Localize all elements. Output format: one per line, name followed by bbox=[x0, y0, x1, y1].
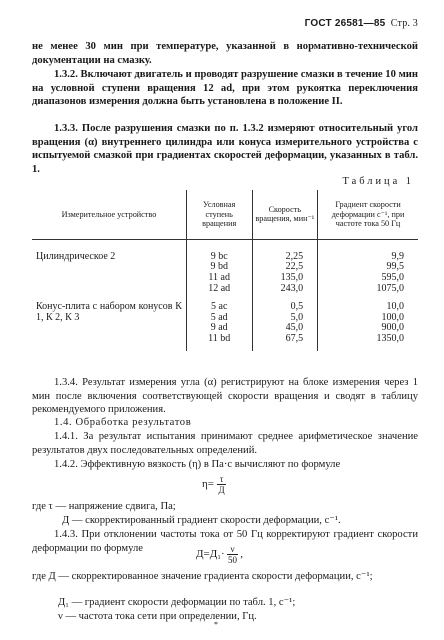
step-cell: 9 bd bbox=[210, 261, 228, 273]
formula-lhs: Д=Д₁· bbox=[196, 548, 225, 561]
device-cell: Цилиндрическое 2 bbox=[36, 250, 116, 262]
formula-tail: , bbox=[240, 548, 244, 561]
section-heading-1-4: 1.4. Обработка результатов bbox=[54, 417, 192, 428]
gradient-formula bbox=[196, 544, 243, 565]
speed-cell: 45,0 bbox=[285, 322, 304, 334]
formula-numerator: τ bbox=[217, 474, 227, 485]
col-header-step: Условная ступень вращения bbox=[186, 190, 252, 239]
definition-tau: где τ — напряжение сдвига, Па; bbox=[32, 501, 176, 512]
paragraph-1-3-3: 1.3.3. После разрушения смазки по п. 1.3.2 измеряют относительный угол вращения (α) внутреннего цилиндра или конуса измерительного устройства с испытуемой смазкой при градиентах скоростей деформации, указанных в табл. 1. bbox=[32, 123, 418, 175]
gradient-cell: 9,9 bbox=[391, 250, 404, 262]
step-cell: 12 ad bbox=[208, 282, 231, 294]
speed-cell: 22,5 bbox=[285, 261, 304, 273]
definition-d-corrected: где Д — скорректированное значение градиента скорости деформации, с⁻¹; bbox=[32, 571, 373, 582]
paragraph-1-4-1: 1.4.1. За результат испытания принимают среднее арифметическое значение результатов двух последовательных определений. bbox=[32, 431, 418, 456]
gradient-cell: 10,0 bbox=[386, 301, 404, 313]
speed-cell: 67,5 bbox=[285, 332, 304, 344]
col-header-gradient: Градиент скорости деформации с⁻¹, при частоте тока 50 Гц bbox=[318, 190, 418, 239]
step-cell: 9 ad bbox=[210, 322, 228, 334]
step-cell: 5 ac bbox=[211, 301, 228, 313]
paragraph-1-3-4: 1.3.4. Результат измерения угла (α) регистрируют на блоке измерения через 1 мин после включения соответствующей скорости вращения и сводят в таблицу рекомендуемого приложения. bbox=[32, 377, 418, 416]
step-cell: 11 bd bbox=[208, 332, 231, 344]
col-header-speed: Скорость вращения, мин⁻¹ bbox=[252, 190, 318, 239]
paragraph-1-4-3: 1.4.3. При отклонении частоты тока от 50 Гц корректируют градиент скорости деформации по формуле bbox=[32, 529, 418, 554]
gradient-cell: 1075,0 bbox=[376, 282, 404, 294]
formula-denominator: Д bbox=[218, 485, 225, 495]
table-row bbox=[32, 294, 418, 350]
speed-cell: 2,25 bbox=[285, 250, 304, 262]
formula-numerator: ν bbox=[227, 544, 237, 555]
speed-cell: 5,0 bbox=[290, 311, 304, 323]
page-number: Стр. 3 bbox=[390, 18, 418, 29]
definition-d: Д — скорректированный градиент скорости деформации, с⁻¹. bbox=[62, 515, 341, 526]
formula-lhs: η= bbox=[202, 478, 214, 491]
gost-number: ГОСТ 26581—85 bbox=[304, 18, 386, 29]
paragraph-continued: не менее 30 мин при температуре, указанной в нормативно-технической документации на смазку. bbox=[32, 41, 418, 66]
step-cell: 9 bc bbox=[210, 250, 228, 262]
gradient-cell: 1350,0 bbox=[376, 332, 404, 344]
speed-cell: 135,0 bbox=[280, 271, 304, 283]
table-1 bbox=[32, 190, 418, 351]
col-header-device: Измерительное устройство bbox=[32, 190, 186, 239]
gradient-cell: 900,0 bbox=[381, 322, 404, 334]
gradient-cell: 99,5 bbox=[386, 261, 404, 273]
speed-cell: 243,0 bbox=[280, 282, 304, 294]
definition-nu: ν — частота тока сети при определении, Гц. bbox=[58, 611, 257, 622]
formula-denominator: 50 bbox=[228, 555, 237, 565]
footer-mark: * bbox=[214, 620, 218, 629]
definition-d1: Д₁ — градиент скорости деформации по табл. 1, с⁻¹; bbox=[58, 597, 296, 608]
paragraph-1-3-2: 1.3.2. Включают двигатель и проводят разрушение смазки в течение 10 мин на условной ступени вращения 12 ad, при этом рукоятка переключения диапазонов измерения должна быть установлена в положение II. bbox=[32, 69, 418, 108]
speed-cell: 0,5 bbox=[290, 301, 304, 313]
device-cell: Конус-плита с набором конусов К 1, К 2, К 3 bbox=[36, 301, 182, 323]
step-cell: 11 ad bbox=[208, 271, 230, 283]
gradient-cell: 100,0 bbox=[381, 311, 404, 323]
table-row bbox=[32, 239, 418, 294]
gradient-cell: 595,0 bbox=[381, 271, 404, 283]
step-cell: 5 ad bbox=[210, 311, 228, 323]
viscosity-formula bbox=[202, 474, 226, 495]
paragraph-1-4-2: 1.4.2. Эффективную вязкость (η) в Па·с вычисляют по формуле bbox=[54, 459, 341, 470]
table-caption: Таблица 1 bbox=[342, 176, 414, 187]
page-header bbox=[305, 18, 418, 29]
